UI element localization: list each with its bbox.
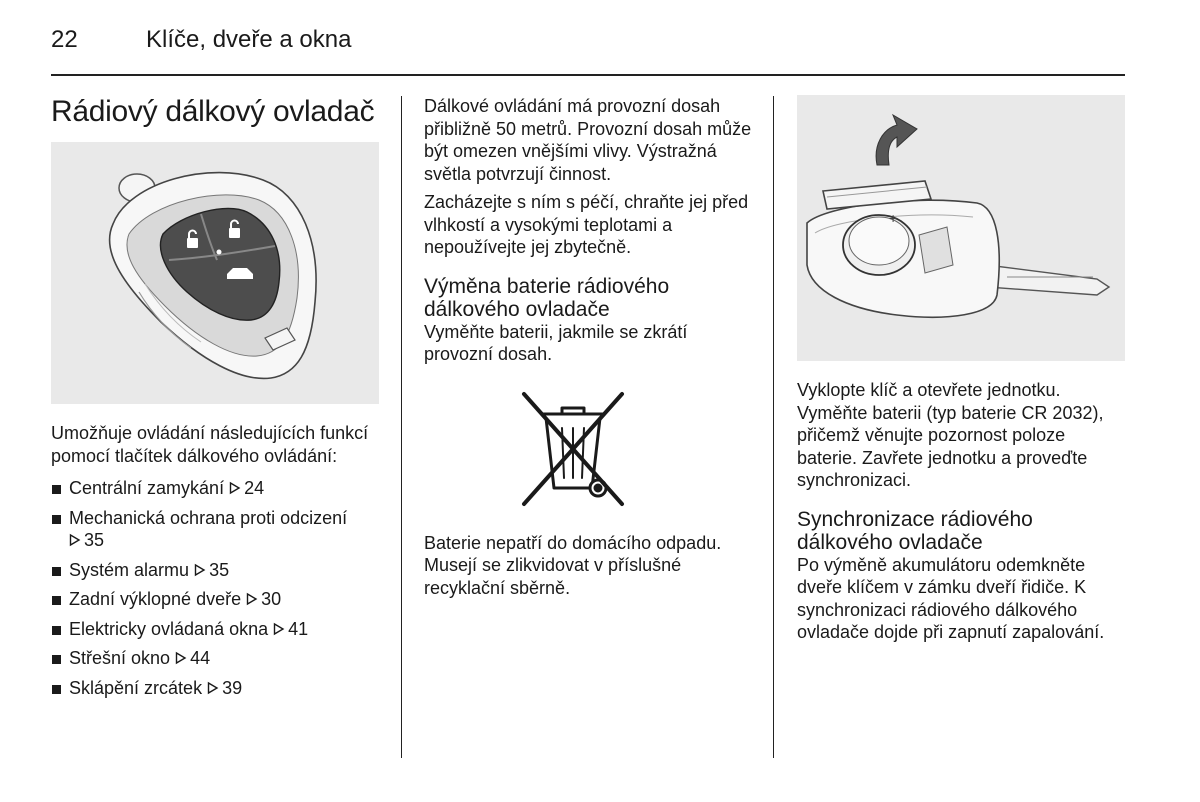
list-item-page: 44: [190, 648, 211, 668]
page-reference-icon: [246, 592, 258, 606]
battery-instructions-paragraph: Vyklopte klíč a otevřete jednotku. Vyměňte baterii (typ baterie CR 2032), přičemž věnujte pozornost poloze baterie. Zavřete jednotku a proveďte synchronizaci.: [797, 380, 1104, 490]
disposal-paragraph: Baterie nepatří do domácího odpadu. Musejí se zlikvidovat v příslušné recyklační sběrně.: [424, 532, 722, 598]
list-item: [51, 477, 386, 500]
column-divider-left: [401, 96, 402, 758]
list-item-page: 24: [244, 478, 265, 498]
page-reference-icon: [175, 651, 187, 665]
list-item-page: 39: [222, 677, 243, 698]
bullet-square: [52, 596, 61, 605]
list-item-text: Elektricky ovládaná okna: [69, 618, 269, 639]
crossed-out-wheelie-bin-icon: [518, 388, 628, 510]
middle-column: [424, 95, 759, 599]
intro-paragraph: Umožňuje ovládání následujících funkcí pomocí tlačítek dálkového ovládání:: [51, 423, 369, 466]
list-item: [51, 588, 386, 611]
list-item: [51, 507, 386, 552]
right-column: [797, 95, 1127, 644]
page-reference-icon: [229, 481, 241, 495]
list-item-page: 30: [261, 589, 282, 609]
list-item: [51, 677, 386, 700]
care-paragraph: Zacházejte s ním s péčí, chraňte jej před vlhkostí a vysokými teplotami a nepoužívejte jej zbytečně.: [424, 192, 749, 257]
column-divider-right: [773, 96, 774, 758]
page-reference-icon: [194, 563, 206, 577]
bullet-square: [52, 626, 61, 635]
bullet-square: [52, 567, 61, 576]
list-item: [51, 618, 386, 641]
header-rule: [51, 74, 1125, 76]
page-reference-icon: [207, 681, 219, 695]
page-number: 22: [51, 26, 78, 53]
list-item-text: Zadní výklopné dveře: [69, 589, 242, 609]
list-item-page: 35: [209, 559, 230, 580]
list-item: [51, 559, 386, 582]
section-title: Rádiový dálkový ovladač: [51, 95, 375, 128]
list-item: [51, 647, 386, 670]
battery-polarity-label: +: [889, 210, 898, 226]
list-item-text: Střešní okno: [69, 648, 171, 668]
list-item-text: Sklápění zrcátek: [69, 677, 203, 698]
range-paragraph: Dálkové ovládání má provozní dosah přibližně 50 metrů. Provozní dosah může být omezen vnějšími vlivy. Výstražná světla potvrzují činnost.: [424, 96, 752, 184]
chapter-title: Klíče, dveře a okna: [146, 26, 352, 53]
bullet-square: [52, 515, 61, 524]
page-reference-icon: [273, 622, 285, 636]
key-fob-illustration: [51, 142, 379, 404]
bullet-square: [52, 655, 61, 664]
bullet-square: [52, 485, 61, 494]
battery-replacement-illustration: [797, 95, 1125, 361]
page-reference-icon: [69, 533, 81, 547]
replace-paragraph: Vyměňte baterii, jakmile se zkrátí provozní dosah.: [424, 321, 688, 364]
function-list: [51, 477, 386, 699]
list-item-text: Mechanická ochrana proti odcizení: [69, 507, 348, 528]
synchronization-paragraph: Po výměně akumulátoru odemkněte dveře klíčem v zámku dveří řidiče. K synchronizaci rádiového dálkového ovladače dojde při zapnutí zapalování.: [797, 554, 1105, 642]
left-column: [51, 94, 386, 706]
list-item-text: Systém alarmu: [69, 559, 190, 580]
list-item-page: 35: [84, 530, 105, 550]
list-item-page: 41: [288, 618, 309, 639]
list-item-text: Centrální zamykání: [69, 478, 225, 498]
synchronization-heading: Synchronizace rádiového dálkového ovladače: [797, 507, 1033, 554]
battery-replacement-heading: Výměna baterie rádiového dálkového ovladače: [424, 274, 670, 321]
bullet-square: [52, 685, 61, 694]
